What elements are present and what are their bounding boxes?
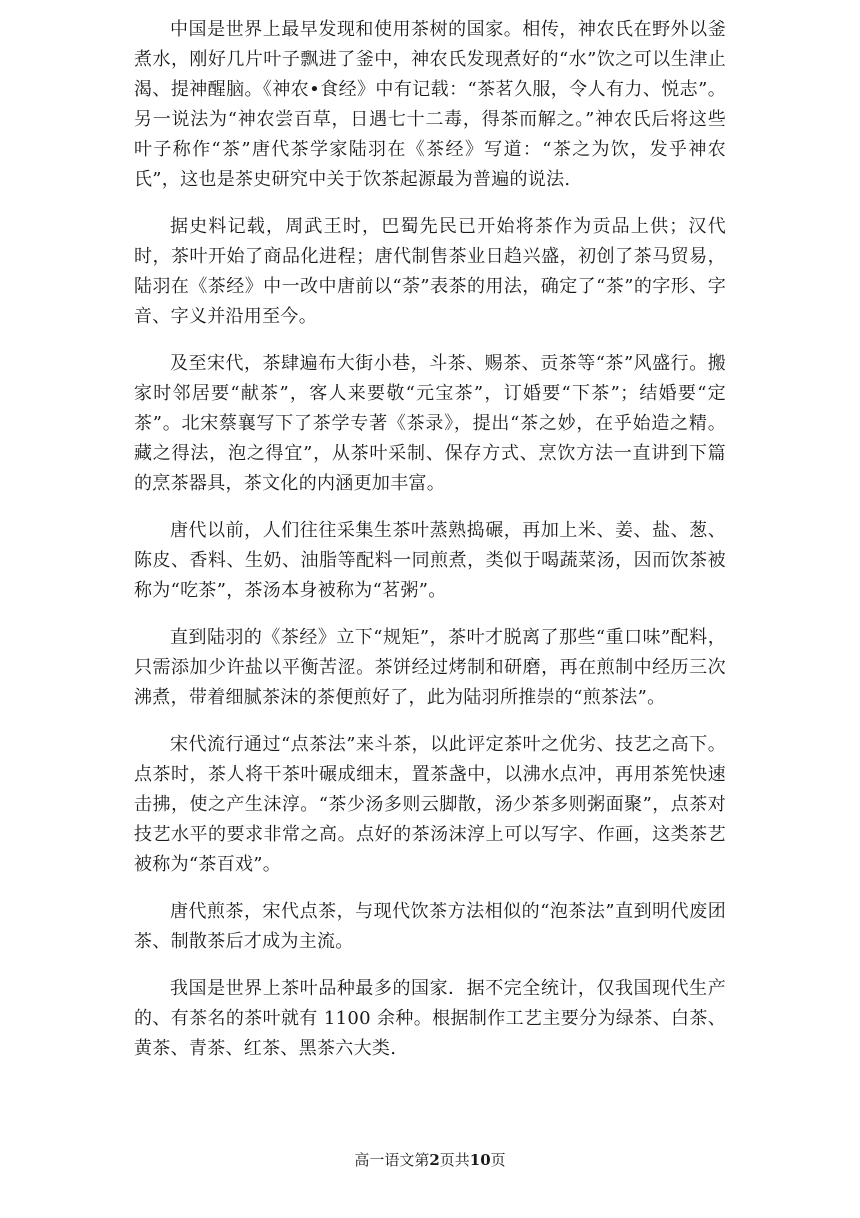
paragraph-5: 直到陆羽的《茶经》立下“规矩”，茶叶才脱离了那些“重口味”配料，只需添加少许盐以平衡苦涩。茶饼经过烤制和研磨，再在煎制中经历三次沸煮，带着细腻茶沫的茶便煎好了，此为陆羽所推崇的“煎茶法”。: [134, 627, 726, 708]
paragraph-8: 我国是世界上茶叶品种最多的国家．据不完全统计，仅我国现代生产的、有茶名的茶叶就有 1100 余种。根据制作工艺主要分为绿茶、白茶、黄茶、青茶、红茶、黑茶六大类.: [134, 978, 726, 1059]
paragraph-7: 唐代煎茶，宋代点茶，与现代饮茶方法相似的“泡茶法”直到明代废团茶、制散茶后才成为主流。: [134, 901, 726, 952]
footer-total-pages: 10: [469, 1151, 491, 1169]
paragraph-4: 唐代以前，人们往往采集生茶叶蒸熟捣碾，再加上米、姜、盐、葱、陈皮、香料、生奶、油脂等配料一同煎煮，类似于喝蔬菜汤，因而饮茶被称为“吃茶”，茶汤本身被称为“茗粥”。: [134, 520, 726, 601]
footer-page-number: 2: [429, 1151, 440, 1169]
paragraph-2: 据史料记载，周武王时，巴蜀先民已开始将茶作为贡品上供；汉代时，茶叶开始了商品化进程；唐代制售茶业日趋兴盛，初创了茶马贸易，陆羽在《茶经》中一改中唐前以“荼”表茶的用法，确定了“茶”的字形、字音、字义并沿用至今。: [134, 216, 726, 327]
footer-prefix: 高一语文第: [354, 1151, 430, 1169]
footer-suffix: 页: [490, 1151, 506, 1169]
page-footer: [0, 1150, 860, 1170]
footer-middle: 页共: [439, 1151, 470, 1169]
paragraph-3: 及至宋代，茶肆遍布大街小巷，斗茶、赐茶、贡茶等“茶”风盛行。搬家时邻居要“献茶”，客人来要敬“元宝茶”，订婚要“下茶”；结婚要“定茶”。北宋蔡襄写下了茶学专著《茶录》，提出“茶之妙，在乎始造之精。藏之得法，泡之得宜”，从茶叶采制、保存方式、烹饮方法一直讲到下篇的烹茶器具，茶文化的内涵更加丰富。: [134, 353, 726, 494]
article-body: [134, 15, 726, 1081]
paragraph-6: 宋代流行通过“点茶法”来斗茶，以此评定茶叶之优劣、技艺之高下。点茶时，茶人将干茶叶碾成细末，置茶盏中，以沸水点冲，再用茶筅快速击拂，使之产生沫淳。“茶少汤多则云脚散，汤少茶多则粥面聚”，点茶对技艺水平的要求非常之高。点好的茶汤沫淳上可以写字、作画，这类茶艺被称为“茶百戏”。: [134, 734, 726, 875]
paragraph-1: 中国是世界上最早发现和使用茶树的国家。相传，神农氏在野外以釜煮水，刚好几片叶子飘进了釜中，神农氏发现煮好的“水”饮之可以生津止渴、提神醒脑。《神农•食经》中有记载：“茶茗久服，令人有力、悦志”。另一说法为“神农尝百草，日遇七十二毒，得茶而解之。”神农氏后将这些叶子称作“茶”唐代茶学家陆羽在《茶经》写道：“茶之为饮，发乎神农氏”，这也是茶史研究中关于饮茶起源最为普遍的说法.: [134, 19, 726, 190]
